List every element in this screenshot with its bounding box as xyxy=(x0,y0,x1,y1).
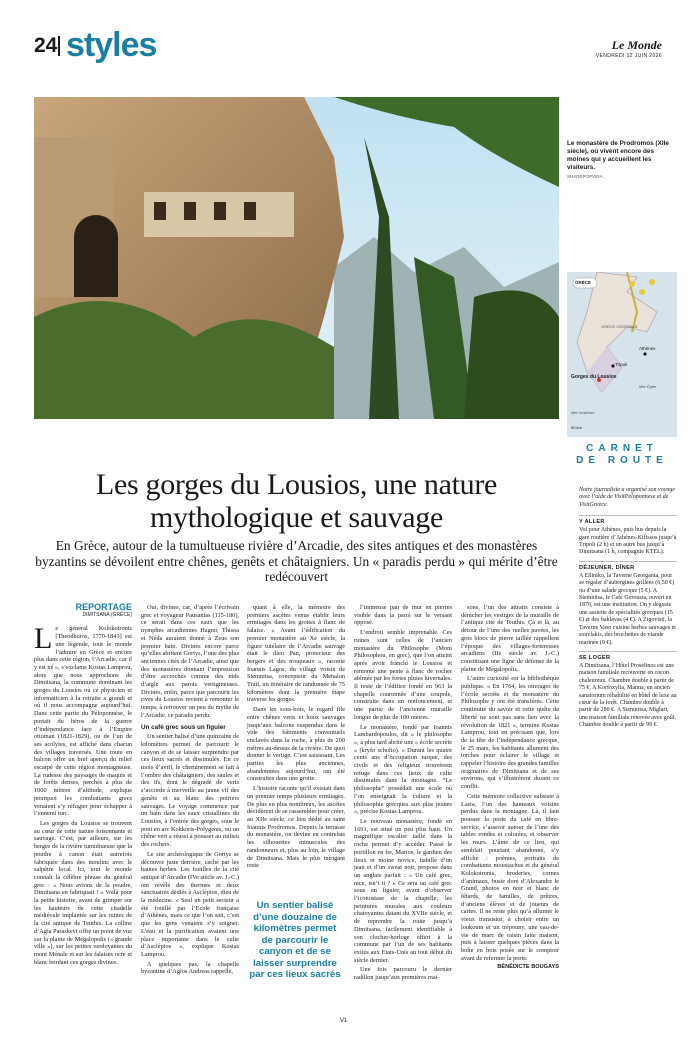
article-place: DIMITSANA (GRÈCE) xyxy=(82,611,132,618)
paragraph: L’endroit semble imprenable. Ces ruines sont celles de l’ancien monastère du Philosophe (Moni Philosophou, en grec), que l’on atteint après avoir franchi le Lousios et remonté une pente à flanc de rocher abîmée par les fortes pluies hivernales. Il reste de l’édifice fondé en 963 la chapelle couronnée d’une coupole, construite dans un renfoncement, et une partie de l’ancienne muraille longue de plus de 100 mètres. xyxy=(354,629,452,721)
map-label-aegean: Mer Égée xyxy=(639,384,657,389)
page-folio: V1 xyxy=(340,1018,348,1024)
hero-photo xyxy=(34,97,559,419)
header-divider xyxy=(58,36,60,56)
paragraph: l’immense pan de mur en pierres visible dans la paroi sur le versant opposé. xyxy=(354,604,452,627)
photo-caption: Le monastère de Prodromos (XIIe siècle), où vivent encore des moines qui y accueillent les visiteurs. xyxy=(567,140,669,171)
sidebar-title xyxy=(567,443,677,467)
photo-credit: SHAREPOPVIRA xyxy=(567,174,603,179)
paragraph: Cette mémoire collective subsiste à Lasta, l’un des hameaux voisins perdus dans la montagne. Là, il faut pousser la porte du café en libre-service, s’asseoir autour de l’une des tables rondes et colorées, et observer les murs. L’âme de ce lieu, qui semblait pourtant abandonné, s’y affiche : poèmes, portraits de combattants moustachus et du général Kolokotronis, broderies, cornes d’animaux, buste doré d’Alexandre le Grand, photos en noir et blanc de fêtards, de familles, de prêtres, d’anciens élèves et de joueurs de cartes. Il ne reste plus qu’à allumer le vieux transistor, à choisir entre un loukoum et un trépouny, une eau-de-vie de marc de raisin faite maison, puis à laisser quelques pièces dans la boîte en bois posée sur le comptoir avant de refermer la porte. xyxy=(461,792,559,962)
map-scale: 50 km xyxy=(571,425,582,430)
sidebar-section xyxy=(579,561,677,647)
paragraph: L’histoire raconte qu’il existait dans un premier temps plusieurs ermitages. De plus en plus nombreux, les ascètes décidèrent de se rassembler pour créer, au XIIe siècle, ce lieu dédié au saint Ioannis Prodromos. Depuis la terrasse du monastère, on devine en contrebas les silhouettes minuscules des randonneurs et, plus au loin, le village de Dimitsana. Mais le plus intrigant reste xyxy=(247,785,345,870)
travel-sidebar xyxy=(567,443,677,734)
sidebar-section-heading: SE LOGER xyxy=(579,651,677,661)
article-title: Les gorges du Lousios, une nature mythologique et sauvage xyxy=(95,468,498,534)
paragraph: Un sentier balisé d’une quinzaine de kilomètres permet de parcourir le canyon et de se laisser surprendre par ces lieux sacrés et dissimulés. En ce mois d’avril, le cheminement se fait à l’ombre des châtaigniers, des saules et des ifs, dont le dégradé de verts s’accorde à merveille au jaune vif des genêts et au blanc des poiriers sauvages. Le voyage commence par un bain dans les eaux cristallines du Lousios, à l’entrée des gorges, sous le pont en arc Kokkoris-Polygenis, où un chêne vert a réussi à pousser au milieu des rochers. xyxy=(141,733,239,849)
sidebar-section-heading: DÉJEUNER, DÎNER xyxy=(579,561,677,571)
sidebar-section-text: A Elliniko, la Taverne Georganta, pour se régaler d’aubergines grillées (6,50 €) ou d’une salade grecque (5 €). A Stemnitsa, le Café Gerousia, ouvert en 1870, est une institution. On y déguste une assiette de spécialités grecques (15 €) et des baklavas (4 €). A Zigovisti, la Taverne Vaso cuisine herbes sauvages et souvlakis, des brochettes de viande marinée (9 €). xyxy=(579,572,676,646)
paragraph: Une fois parcouru le dernier radillon jusqu’aux premières mai- xyxy=(354,966,452,982)
paragraph: Le nouveau monastère, fondé en 1691, est situé un peu plus haut. Un magnifique escalier taillé dans la roche permet d’y accéder. Passé le portillon en fer, Marios, le gardien des lieux et moine novice, habillé d’un jean et d’un sweat noir, propose dans un anglais parfait : « Un café grec, nice, isn’t it ? » Ce sera un café grec sous un figuier, avant d’observer l’iconostase de la chapelle, les peintures murales aux couleurs chatoyantes datant du XVIIe siècle, et de reprendre la route jusqu’à Dimitsana, facilement identifiable à son clocher-horloge offert à la commune par l’un de ses habitants exilés aux Etats-Unis au tout début du siècle dernier. xyxy=(354,817,452,964)
location-map xyxy=(567,272,677,437)
map-label-athens: Athènes xyxy=(639,346,656,351)
sidebar-section xyxy=(579,651,677,730)
column-2 xyxy=(141,604,239,978)
map-label-ionian: Mer Ionienne xyxy=(571,410,595,415)
paragraph: A quelques pas, la chapelle byzantine d’Agios Andreas rappelle, xyxy=(141,960,239,976)
article-subtitle: En Grèce, autour de la tumultueuse rivière d’Arcadie, des sites antiques et des monastères byzantins se dévoilent entre chênes, genêts et châtaigniers. Un « paradis perdu » qui mérite d’être redécouvert xyxy=(35,538,558,585)
map-label-country: GRÈCE xyxy=(575,280,592,285)
column-1 xyxy=(34,604,132,968)
column-3 xyxy=(247,604,345,872)
paragraph: Dans les sous-bois, le regard file entre chênes verts et houx sauvages jusqu’aux balcons suspendus dans le vide des bâtiments conventuels enclavés dans la roche, à plus de 200 mètres au-dessus de la rivière. De quoi donner le vertige. C’est saisissant. Les parties les plus anciennes, abandonnées aujourd’hui, ont été construites dans une grotte. xyxy=(247,706,345,783)
paragraph: Le site archéologique de Gortys se découvre juste derrière, caché par les hautes herbes. Les fouilles de la cité antique d’Arcadie (IVe siècle av. J.-C.) ont révélé des thermes et deux sanctuaires dédiés à Asclépios, dieu de la médecine. « Seul un petit secteur a été fouillé par l’Ecole française d’Athènes, mais ce que l’on sait, c’est que les gens venaient s’y soigner. L’eau et la purification avaient une place importante dans le culte d’Asclépios », explique Kostas Lamprou. xyxy=(141,850,239,958)
subheading: Un café grec sous un figuier xyxy=(141,723,226,731)
sidebar-section-text: A Dimitsana, l’Hôtel Proselinos est une maison familiale recouverte en cocon chaleureux. Chambre double à partir de 75 €. A Korfoxylia, Manna, un ancien sanatorium réhabilité en hôtel de luxe au cœur de la forêt. Chambre double à partir de 280 €. A Stemnitsa, Miglari, une maison familiale rénovée avec goût. Chambre double à partir de 99 €. xyxy=(579,662,677,729)
paragraph: L’autre curiosité est la bibliothèque publique. « En 1764, les ouvrages de l’école secrète et du monastère du Philosophe y ont été transférés. Cette continuité du savoir et cette quête de liberté ne sont pas sans lien avec la révolution de 1821 », termine Kostas Lamprou, tout en précisant que, lors de la fête de l’indépendance grecque, le 25 mars, les habitants allument des torches pour éclairer le village et rappeler l’histoire des grandes familles originaires de Dimitsana et de ses environs, qui s’illustrèrent durant ce conflit. xyxy=(461,675,559,791)
drop-cap: L xyxy=(34,622,53,656)
sidebar-intro: Notre journaliste a organisé son voyage avec l’aide de VisitPeloponnese et de VisitGreece. xyxy=(579,487,676,508)
column-4 xyxy=(354,604,452,984)
pull-quote: Un sentier balisé d’une douzaine de kilomètres permet de parcourir le canyon et de se laisser surprendre par ces lieux sacrés xyxy=(249,900,341,980)
paragraph: Les gorges du Lousios se trouvent au cœur de cette nature foisonnante et sauvage. C’est, par ailleurs, sur les berges de la rivière tumultueuse que la poudre à canon était autrefois fabriquée dans des moulins avec le salpêtre local. Ici, tout le monde connaît la célèbre phrase du général grec : « Nous avions de la poudre, Dimitsana en fabriquait ! » Voilà pour la petite histoire, avant de grimper sur les hauteurs de cette citadelle médiévale implantée sur les ruines de la cité antique de Teuthis. La colline d’Agia Paraskevi offre un point de vue sur la plaine de Mégalopolis (« grande ville »), sur les petites verdoyantes du mont Ménale et sur les falaises ocre et blanc bordant ces gorges divines. xyxy=(34,819,132,966)
masthead: Le Monde xyxy=(611,38,662,52)
monastery-cliff-photo xyxy=(34,97,559,419)
dateline: VENDREDI 12 JUIN 2026 xyxy=(595,53,662,59)
map-label-region: GRÈCE CENTRALE xyxy=(601,324,638,329)
byline: BÉNÉDICTE BOUGAYS xyxy=(497,964,559,971)
section-title: styles xyxy=(66,26,157,64)
paragraph: quant à elle, la mémoire des premiers ascètes venus établir leurs ermitages dans les grottes à flanc de falaise. « Avant l’édification du premier monastère au Xe siècle, la figure tutélaire de l’Arcadie sauvage était le dieu Pan, protecteur des bergers et des troupeaux », raconte Ioannis Lagos, du village voisin de Stemnitsa, concepteur du Menalon Trail, un itinéraire de randonnée de 75 kilomètres dont la première étape traverse les gorges. xyxy=(247,604,345,704)
paragraph: e général Kolokotronis [Theodhoros, 1770-1843] est une légende, tout le monde l’admire en Grèce et encore plus dans cette région, l’Arcadie, car il y est né », s’exclame Kostas Lamprou, alors que nous approchons de Dimitsana, la commune dominant les gorges du Lousios où ce physicien et informaticien à la retraite a grandi et où il nous accompagne aujourd’hui. Dans cette partie du Péloponnèse, le portait du héros de la guerre d’indépendance face à l’Empire ottoman (1821-1829), ou de l’un de ses acolytes, est affiché dans chacun des villages traversés. Une route en balcon offre un bref aperçu du relief escarpé de cette région montagneuse. La rudesse des paysages de maquis et de forêts denses, perchés à plus de 1000 mètres d’altitude, explique pourquoi les combattants grecs venaient s’y réfugier pour échapper à l’ennemi turc. xyxy=(34,625,132,818)
column-5 xyxy=(461,604,559,972)
paragraph: sons, l’un des attraits consiste à dénicher les vestiges de la muraille de l’antique cité de Teuthis. Çà et là, au détour de l’une des ruelles pavées, les gros blocs de pierre taillée rappellent l’époque des villages-forteresses arcadiens (IIe siècle av. J.-C.) constituant une ligne de défense de la plaine de Mégalopolis. xyxy=(461,604,559,673)
page-number: 24 xyxy=(34,34,58,57)
map-label-tripoli: Tripoli xyxy=(615,362,628,367)
article-kicker: REPORTAGE xyxy=(75,602,132,612)
sidebar-title-line1: CARNET xyxy=(586,443,658,454)
sidebar-section xyxy=(579,515,677,557)
map-label-site: Gorges du Lousios xyxy=(571,374,617,380)
paragraph: Oui, divines, car, d’après l’écrivain grec et voyageur Pausanias (115-180), ce serait dans ces eaux que les nymphes arcadiennes Hagno, Thisoa et Néda auraient donné à Zeus son premier bain. Divines encore parce qu’elles abritent Gortys, l’une des plus anciennes cités de l’Arcadie, ainsi que des monastères donnant l’impression d’être accrochés comme des nids d’aigle aux parois vertigineuses. Divines, enfin, parce que parcourir les rives du Lousios revient à remonter le temps, à retrouver un peu du mythe de l’Arcadie, ce paradis perdu. xyxy=(141,604,239,719)
paragraph: Le monastère, fondé par Ioannis Lambardopoulos, dit « le philosophe », a plus tard abrité une « école secrète » (kryfo scholio). « Durant les quatre cents ans d’occupation turque, des civils et des religieux trouvèrent refuge dans ces lieux de culte dissimulés dans la montagne. “Le philosophe” possédait une école où l’on enseignait la culture et la philosophie grecques aux plus jeunes », précise Kostas Lamprou. xyxy=(354,723,452,816)
sidebar-section-heading: Y ALLER xyxy=(579,515,677,525)
sidebar-title-line2: DE ROUTE xyxy=(576,455,668,466)
sidebar-section-text: Vol pour Athènes, puis bus depuis la gare routière d’Athènes-Kifissos jusqu’à Tripoli (2 h) et un autre bus jusqu’à Dimitsana (1 h, compagnie KTEL). xyxy=(579,527,677,556)
